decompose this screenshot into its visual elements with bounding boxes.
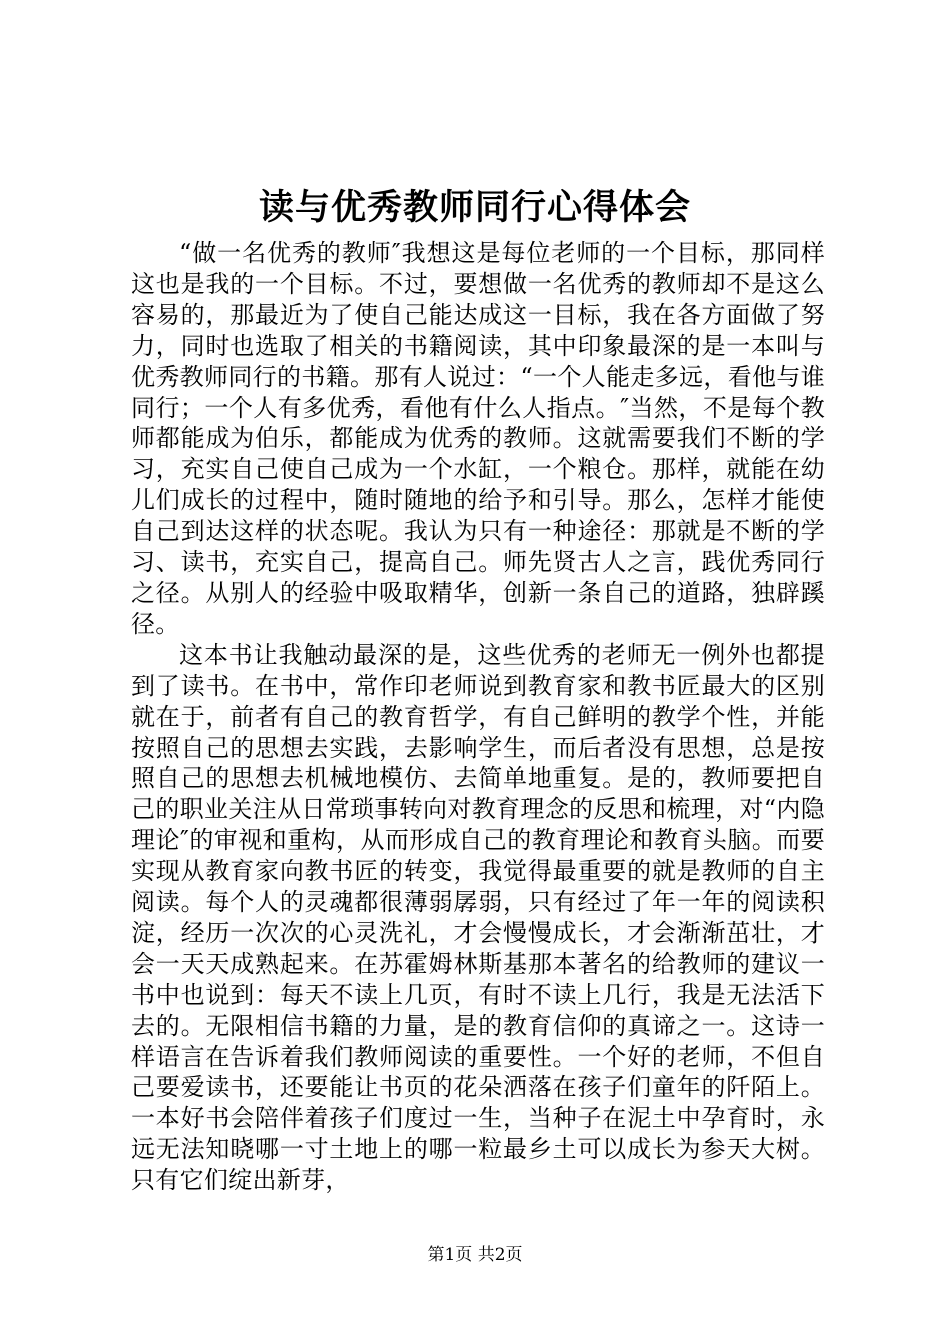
- document-body: [131, 238, 825, 1196]
- paragraph-1: “做一名优秀的教师″我想这是每位老师的一个目标，那同样这也是我的一个目标。不过，要想做一名优秀的教师却不是这么容易的，那最近为了使自己能达成这一目标，我在各方面做了努力，同时也选取了相关的书籍阅读，其中印象最深的是一本叫与优秀教师同行的书籍。那有人说过：“一个人能走多远，看他与谁同行；一个人有多优秀，看他有什么人指点。″当然，不是每个教师都能成为伯乐，都能成为优秀的教师。这就需要我们不断的学习，充实自己使自己成为一个水缸，一个粮仓。那样，就能在幼儿们成长的过程中，随时随地的给予和引导。那么，怎样才能使自己到达这样的状态呢。我认为只有一种途径：那就是不断的学习、读书，充实自己，提高自己。师先贤古人之言，践优秀同行之径。从别人的经验中吸取精华，创新一条自己的道路，独辟蹊径。: [131, 239, 825, 638]
- document-title: 读与优秀教师同行心得体会: [258, 187, 691, 228]
- paragraph-2: 这本书让我触动最深的是，这些优秀的老师无一例外也都提到了读书。在书中，常作印老师说到教育家和教书匠最大的区别就在于，前者有自己的教育哲学，有自己鲜明的教学个性，并能按照自己的思想去实践，去影响学生，而后者没有思想，总是按照自己的思想去机械地模仿、去简单地重复。是的，教师要把自己的职业关注从日常琐事转向对教育理念的反思和梳理，对“内隐理论″的审视和重构，从而形成自己的教育理论和教育头脑。而要实现从教育家向教书匠的转变，我觉得最重要的就是教师的自主阅读。每个人的灵魂都很薄弱孱弱，只有经过了年一年的阅读积淀，经历一次次的心灵洗礼，才会慢慢成长，才会渐渐茁壮，才会一天天成熟起来。在苏霍姆林斯基那本著名的给教师的建议一书中也说到：每天不读上几页，有时不读上几行，我是无法活下去的。无限相信书籍的力量，是的教育信仰的真谛之一。这诗一样语言在告诉着我们教师阅读的重要性。一个好的老师，不但自己要爱读书，还要能让书页的花朵洒落在孩子们童年的阡陌上。一本好书会陪伴着孩子们度过一生，当种子在泥土中孕育时，永远无法知晓哪一寸土地上的哪一粒最乡土可以成长为参天大树。只有它们绽出新芽，: [131, 640, 825, 1195]
- page-footer: 第1页 共2页: [427, 1245, 523, 1265]
